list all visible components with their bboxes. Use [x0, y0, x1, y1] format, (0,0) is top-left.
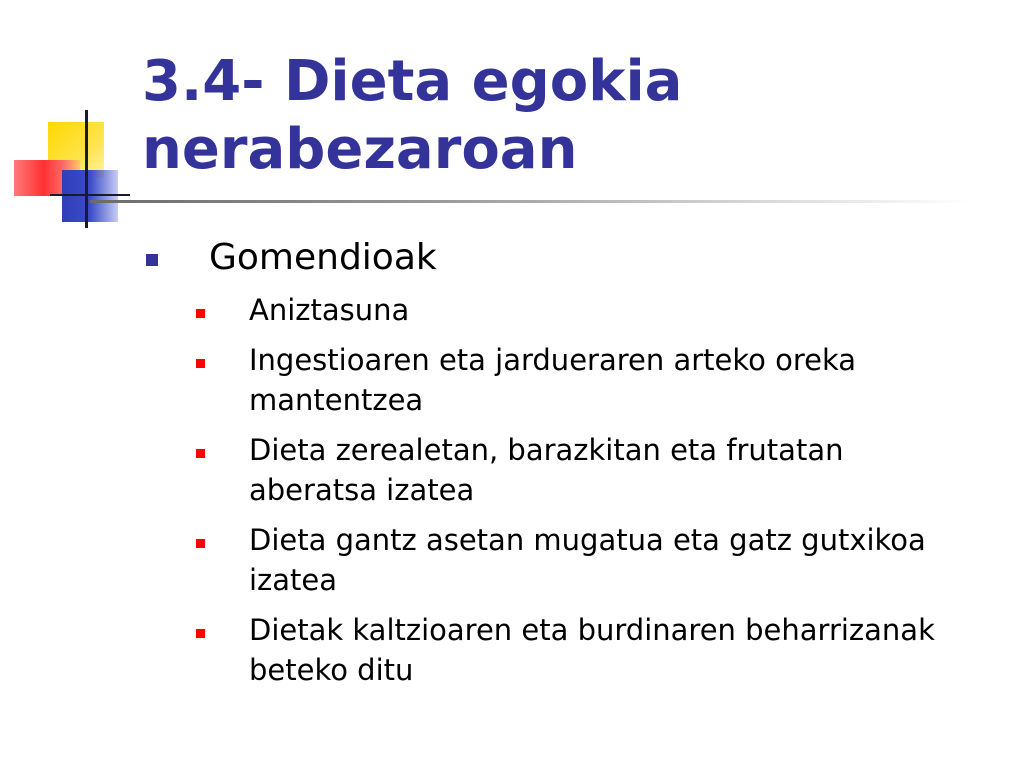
bullet-square-icon: [146, 254, 158, 266]
sub-bullet-text: Dieta zerealetan, barazkitan eta frutatan aberatsa izatea: [249, 433, 844, 507]
sub-bullet-square-icon: [196, 539, 205, 548]
sub-bullet-text: Ingestioaren eta jardueraren arteko oreka mantentzea: [249, 343, 857, 417]
sub-bullet-text: Aniztasuna: [249, 293, 410, 327]
sub-bullet-square-icon: [196, 309, 205, 318]
bullet-text: Gomendioak: [209, 237, 437, 278]
sub-bullet-square-icon: [196, 449, 205, 458]
sub-bullet-text: Dieta gantz asetan mugatua eta gatz gutxikoa izatea: [249, 523, 926, 597]
sub-bullet-text: Dietak kaltzioaren eta burdinaren beharrizanak beteko ditu: [249, 613, 935, 687]
slide-title: 3.4- Dieta egokia nerabezaroan: [142, 49, 683, 182]
sub-bullet-square-icon: [196, 629, 205, 638]
sub-bullet-square-icon: [196, 359, 205, 368]
